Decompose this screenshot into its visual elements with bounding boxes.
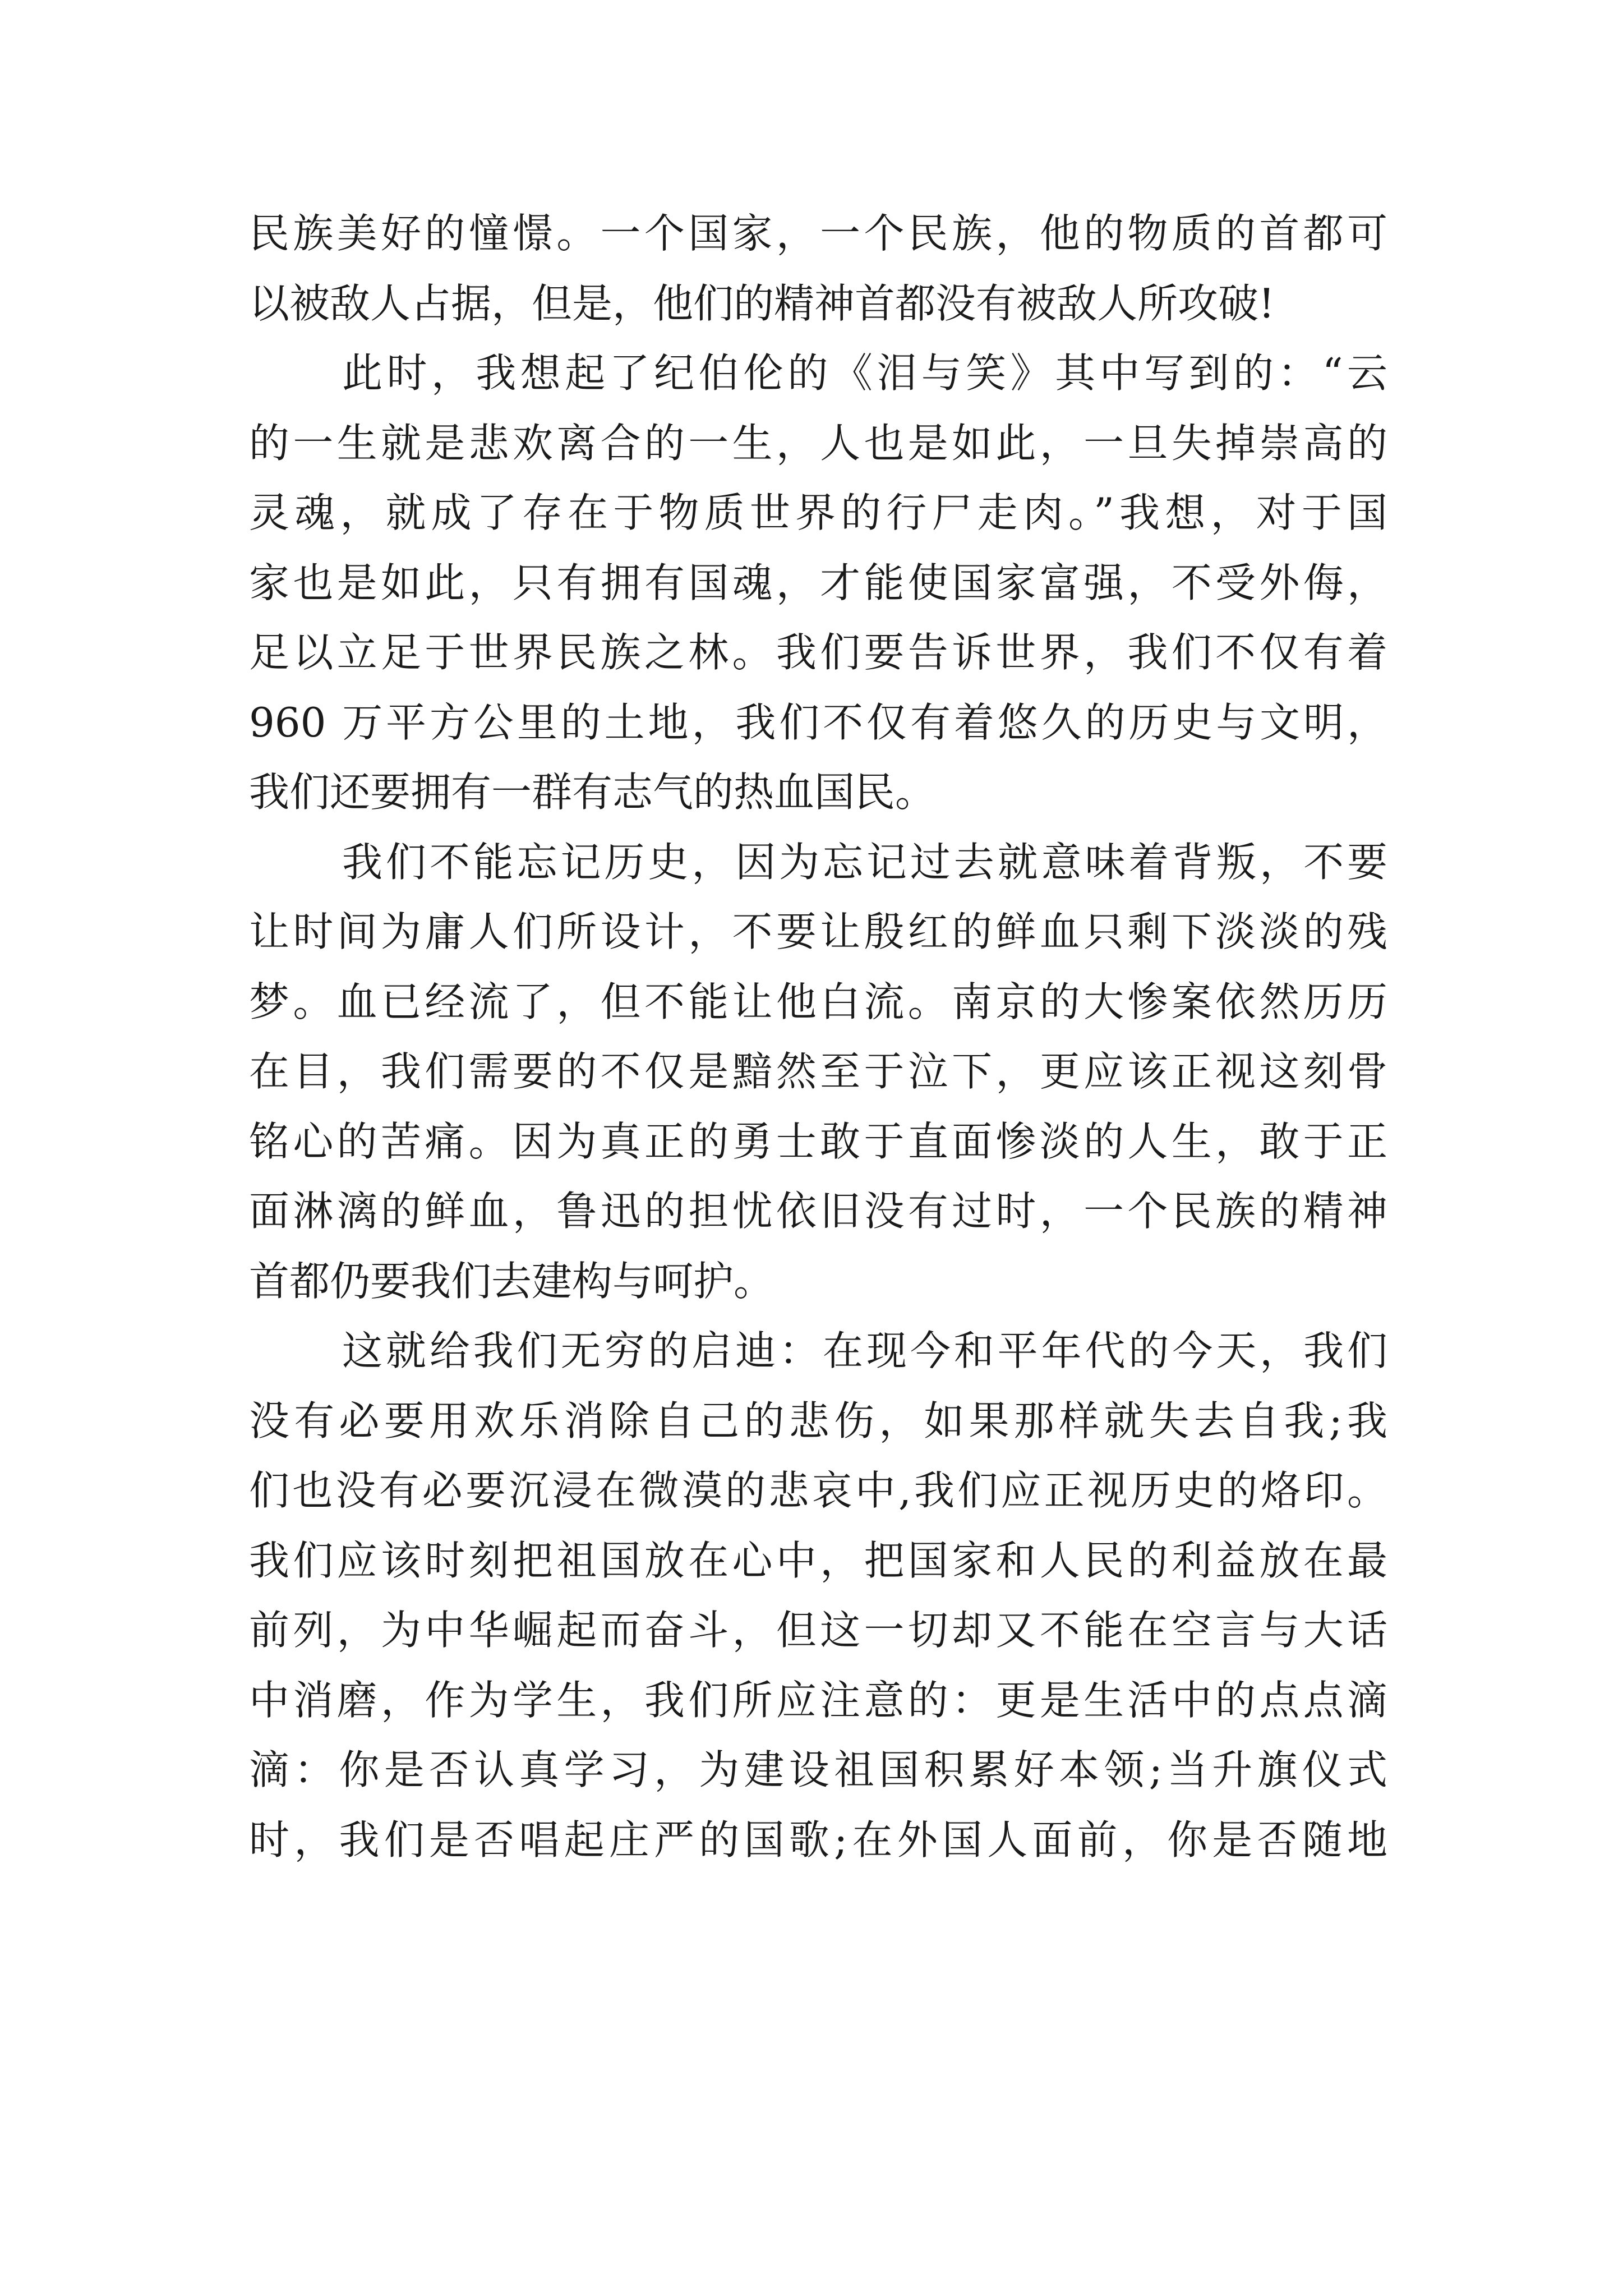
- text-line: 960 万平方公里的土地，我们不仅有着悠久的历史与文明，: [249, 698, 1387, 746]
- text-line: 首都仍要我们去建构与呵护。: [249, 1257, 774, 1305]
- text-line: 这就给我们无穷的启迪：在现今和平年代的今天，我们: [342, 1327, 1387, 1374]
- paragraph: [249, 199, 1387, 338]
- paragraph: [249, 1316, 1387, 1875]
- text-line: 民族美好的憧憬。一个国家，一个民族，他的物质的首都可: [249, 210, 1387, 257]
- text-line: 灵魂，就成了存在于物质世界的行尸走肉。”我想，对于国: [249, 489, 1387, 536]
- text-line: 以被敌人占据，但是，他们的精神首都没有被敌人所攻破!: [249, 279, 1275, 327]
- text-line: 我们不能忘记历史，因为忘记过去就意味着背叛，不要: [342, 838, 1387, 886]
- text-line: 梦。血已经流了，但不能让他白流。南京的大惨案依然历历: [249, 978, 1387, 1025]
- paragraph: [249, 338, 1387, 827]
- text-line: 滴：你是否认真学习，为建设祖国积累好本领;当升旗仪式: [249, 1746, 1387, 1793]
- text-line: 铭心的苦痛。因为真正的勇士敢于直面惨淡的人生，敢于正: [249, 1117, 1387, 1165]
- text-line: 中消磨，作为学生，我们所应注意的：更是生活中的点点滴: [249, 1676, 1387, 1724]
- text-line: 我们还要拥有一群有志气的热血国民。: [249, 769, 936, 816]
- text-line: 在目，我们需要的不仅是黯然至于泣下，更应该正视这刻骨: [249, 1048, 1387, 1095]
- text-line: 我们应该时刻把祖国放在心中，把国家和人民的利益放在最: [249, 1536, 1387, 1584]
- text-line: 面淋漓的鲜血，鲁迅的担忧依旧没有过时，一个民族的精神: [249, 1188, 1387, 1235]
- text-line: 足以立足于世界民族之林。我们要告诉世界，我们不仅有着: [249, 629, 1387, 676]
- document-body: [249, 199, 1387, 1875]
- text-line: 的一生就是悲欢离合的一生，人也是如此，一旦失掉崇高的: [249, 419, 1387, 467]
- text-line: 让时间为庸人们所设计，不要让殷红的鲜血只剩下淡淡的残: [249, 908, 1387, 955]
- text-line: 此时，我想起了纪伯伦的《泪与笑》其中写到的：“云: [342, 349, 1387, 397]
- text-line: 没有必要用欢乐消除自己的悲伤，如果那样就失去自我;我: [249, 1397, 1387, 1444]
- text-line: 前列，为中华崛起而奋斗，但这一切却又不能在空言与大话: [249, 1607, 1387, 1654]
- text-line: 家也是如此，只有拥有国魂，才能使国家富强，不受外侮，: [249, 559, 1387, 606]
- text-line: 们也没有必要沉浸在微漠的悲哀中,我们应正视历史的烙印。: [249, 1467, 1387, 1514]
- paragraph: [249, 827, 1387, 1317]
- text-line: 时，我们是否唱起庄严的国歌;在外国人面前，你是否随地: [249, 1816, 1387, 1864]
